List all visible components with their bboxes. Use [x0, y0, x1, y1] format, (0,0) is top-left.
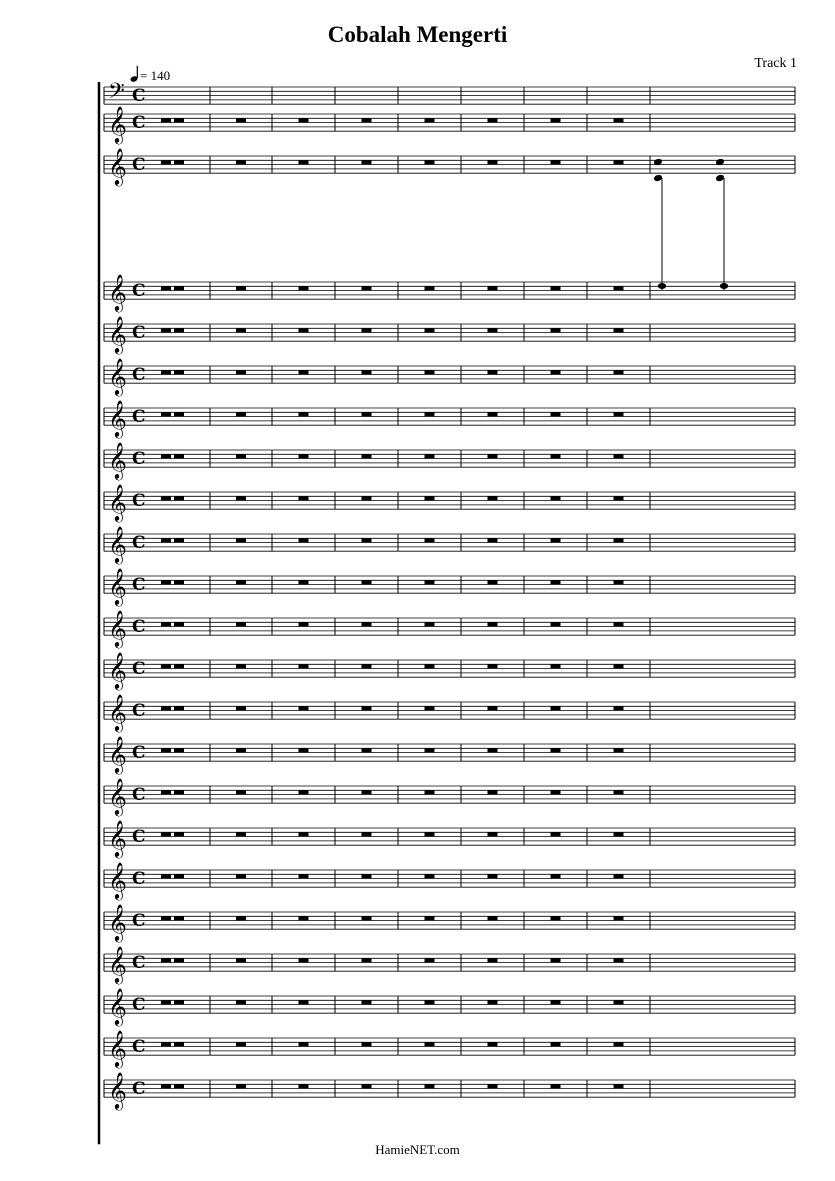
whole-rest: [236, 622, 246, 626]
whole-rest: [425, 286, 435, 290]
whole-rest: [161, 832, 171, 836]
whole-rest: [299, 748, 309, 752]
whole-rest: [174, 538, 184, 542]
staff-1: [104, 79, 795, 109]
staff-8: [104, 441, 795, 480]
whole-rest: [488, 874, 498, 878]
whole-rest: [174, 916, 184, 920]
whole-rest: [551, 160, 561, 164]
whole-rest: [161, 496, 171, 500]
whole-rest: [161, 664, 171, 668]
treble-clef-icon: 𝄞: [108, 1071, 127, 1110]
time-signature: C: [132, 85, 146, 106]
whole-rest: [425, 832, 435, 836]
whole-rest: [551, 706, 561, 710]
whole-rest: [488, 1084, 498, 1088]
whole-rest: [614, 790, 624, 794]
whole-rest: [551, 538, 561, 542]
note-head: [653, 174, 663, 183]
whole-rest: [488, 664, 498, 668]
whole-rest: [614, 580, 624, 584]
whole-rest: [362, 580, 372, 584]
whole-rest: [551, 958, 561, 962]
treble-clef-icon: 𝄞: [108, 273, 127, 312]
whole-rest: [161, 1084, 171, 1088]
whole-rest: [425, 1084, 435, 1088]
whole-rest: [362, 412, 372, 416]
whole-rest: [299, 916, 309, 920]
whole-rest: [488, 1000, 498, 1004]
whole-rest: [425, 706, 435, 710]
whole-rest: [362, 874, 372, 878]
whole-rest: [174, 286, 184, 290]
whole-rest: [236, 874, 246, 878]
whole-rest: [488, 538, 498, 542]
whole-rest: [299, 454, 309, 458]
treble-clef-icon: 𝄞: [108, 861, 127, 900]
whole-rest: [299, 580, 309, 584]
whole-rest: [614, 160, 624, 164]
whole-rest: [161, 538, 171, 542]
whole-rest: [614, 370, 624, 374]
whole-rest: [299, 790, 309, 794]
treble-clef-icon: 𝄞: [108, 357, 127, 396]
staff-5: [104, 315, 795, 354]
whole-rest: [614, 622, 624, 626]
whole-rest: [551, 412, 561, 416]
whole-rest: [614, 1000, 624, 1004]
treble-clef-icon: 𝄞: [108, 609, 127, 648]
whole-rest: [161, 916, 171, 920]
whole-rest: [551, 370, 561, 374]
whole-rest: [161, 1000, 171, 1004]
whole-rest: [236, 664, 246, 668]
whole-rest: [362, 496, 372, 500]
staff-3: [104, 147, 795, 186]
time-signature: C: [132, 742, 146, 763]
whole-rest: [551, 1042, 561, 1046]
whole-rest: [488, 1042, 498, 1046]
whole-rest: [488, 496, 498, 500]
whole-rest: [299, 286, 309, 290]
whole-rest: [236, 748, 246, 752]
note-head: [658, 283, 666, 289]
whole-rest: [425, 958, 435, 962]
whole-rest: [236, 412, 246, 416]
time-signature: C: [132, 910, 146, 931]
treble-clef-icon: 𝄞: [108, 651, 127, 690]
whole-rest: [362, 370, 372, 374]
treble-clef-icon: 𝄞: [108, 777, 127, 816]
staff-2: [104, 105, 795, 144]
whole-rest: [425, 790, 435, 794]
whole-rest: [551, 580, 561, 584]
note-head: [715, 174, 725, 183]
whole-rest: [299, 664, 309, 668]
whole-rest: [236, 706, 246, 710]
whole-rest: [174, 748, 184, 752]
whole-rest: [236, 160, 246, 164]
whole-rest: [174, 580, 184, 584]
whole-rest: [425, 454, 435, 458]
whole-rest: [161, 370, 171, 374]
whole-rest: [299, 412, 309, 416]
staff-13: [104, 651, 795, 690]
time-signature: C: [132, 868, 146, 889]
whole-rest: [551, 664, 561, 668]
time-signature: C: [132, 658, 146, 679]
whole-rest: [362, 1000, 372, 1004]
time-signature: C: [132, 532, 146, 553]
whole-rest: [488, 832, 498, 836]
whole-rest: [362, 916, 372, 920]
whole-rest: [174, 958, 184, 962]
staff-23: [104, 1071, 795, 1110]
whole-rest: [614, 706, 624, 710]
whole-rest: [488, 916, 498, 920]
time-signature: C: [132, 994, 146, 1015]
whole-rest: [174, 664, 184, 668]
whole-rest: [161, 118, 171, 122]
whole-rest: [551, 118, 561, 122]
treble-clef-icon: 𝄞: [108, 567, 127, 606]
time-signature: C: [132, 826, 146, 847]
whole-rest: [236, 286, 246, 290]
whole-rest: [174, 412, 184, 416]
tempo-text: = 140: [140, 68, 171, 83]
treble-clef-icon: 𝄞: [108, 105, 127, 144]
whole-rest: [551, 328, 561, 332]
whole-rest: [174, 1000, 184, 1004]
whole-rest: [174, 370, 184, 374]
whole-rest: [614, 1084, 624, 1088]
whole-rest: [551, 916, 561, 920]
whole-rest: [614, 286, 624, 290]
whole-rest: [299, 622, 309, 626]
whole-rest: [425, 916, 435, 920]
whole-rest: [174, 706, 184, 710]
whole-rest: [236, 370, 246, 374]
whole-rest: [425, 370, 435, 374]
whole-rest: [362, 454, 372, 458]
whole-rest: [362, 706, 372, 710]
whole-rest: [488, 118, 498, 122]
whole-rest: [425, 664, 435, 668]
whole-rest: [299, 370, 309, 374]
whole-rest: [425, 622, 435, 626]
whole-rest: [174, 622, 184, 626]
whole-rest: [425, 412, 435, 416]
whole-rest: [236, 832, 246, 836]
staff-11: [104, 567, 795, 606]
whole-rest: [236, 580, 246, 584]
whole-rest: [236, 496, 246, 500]
treble-clef-icon: 𝄞: [108, 483, 127, 522]
whole-rest: [425, 748, 435, 752]
whole-rest: [488, 286, 498, 290]
treble-clef-icon: 𝄞: [108, 399, 127, 438]
staff-15: [104, 735, 795, 774]
staff-19: [104, 903, 795, 942]
whole-rest: [174, 874, 184, 878]
time-signature: C: [132, 448, 146, 469]
time-signature: C: [132, 490, 146, 511]
whole-rest: [488, 580, 498, 584]
staff-18: [104, 861, 795, 900]
treble-clef-icon: 𝄞: [108, 315, 127, 354]
whole-rest: [299, 1084, 309, 1088]
staff-21: [104, 987, 795, 1026]
whole-rest: [488, 748, 498, 752]
whole-rest: [299, 496, 309, 500]
whole-rest: [614, 328, 624, 332]
track-label: Track 1: [754, 56, 797, 71]
whole-rest: [614, 496, 624, 500]
staff-10: [104, 525, 795, 564]
whole-rest: [174, 160, 184, 164]
whole-rest: [299, 328, 309, 332]
score-title: Cobalah Mengerti: [327, 22, 508, 47]
whole-rest: [551, 454, 561, 458]
treble-clef-icon: 𝄞: [108, 819, 127, 858]
treble-clef-icon: 𝄞: [108, 903, 127, 942]
staff-20: [104, 945, 795, 984]
note-head: [720, 283, 728, 289]
staff-9: [104, 483, 795, 522]
whole-rest: [551, 832, 561, 836]
whole-rest: [614, 412, 624, 416]
whole-rest: [236, 118, 246, 122]
time-signature: C: [132, 1078, 146, 1099]
time-signature: C: [132, 574, 146, 595]
whole-rest: [161, 874, 171, 878]
whole-rest: [299, 832, 309, 836]
whole-rest: [161, 580, 171, 584]
time-signature: C: [132, 322, 146, 343]
whole-rest: [551, 286, 561, 290]
whole-rest: [299, 538, 309, 542]
whole-rest: [614, 958, 624, 962]
whole-rest: [236, 538, 246, 542]
whole-rest: [425, 328, 435, 332]
whole-rest: [174, 496, 184, 500]
whole-rest: [161, 706, 171, 710]
whole-rest: [362, 1042, 372, 1046]
whole-rest: [488, 412, 498, 416]
whole-rest: [236, 1084, 246, 1088]
whole-rest: [614, 748, 624, 752]
whole-rest: [362, 622, 372, 626]
staff-14: [104, 693, 795, 732]
whole-rest: [551, 496, 561, 500]
whole-rest: [161, 412, 171, 416]
whole-rest: [161, 958, 171, 962]
whole-rest: [236, 328, 246, 332]
whole-rest: [362, 832, 372, 836]
whole-rest: [362, 958, 372, 962]
treble-clef-icon: 𝄞: [108, 945, 127, 984]
time-signature: C: [132, 952, 146, 973]
staff-17: [104, 819, 795, 858]
whole-rest: [362, 160, 372, 164]
whole-rest: [299, 958, 309, 962]
whole-rest: [488, 790, 498, 794]
staff-16: [104, 777, 795, 816]
whole-rest: [551, 622, 561, 626]
whole-rest: [299, 1000, 309, 1004]
whole-rest: [362, 286, 372, 290]
whole-rest: [614, 538, 624, 542]
treble-clef-icon: 𝄞: [108, 147, 127, 186]
whole-rest: [362, 1084, 372, 1088]
whole-rest: [174, 328, 184, 332]
time-signature: C: [132, 1036, 146, 1057]
whole-rest: [614, 664, 624, 668]
whole-rest: [362, 664, 372, 668]
whole-rest: [614, 1042, 624, 1046]
whole-rest: [614, 118, 624, 122]
staff-12: [104, 609, 795, 648]
whole-rest: [161, 160, 171, 164]
whole-rest: [362, 748, 372, 752]
whole-rest: [614, 832, 624, 836]
staff-4: [104, 273, 795, 312]
staff-22: [104, 1029, 795, 1068]
whole-rest: [425, 580, 435, 584]
whole-rest: [236, 790, 246, 794]
whole-rest: [362, 118, 372, 122]
whole-rest: [551, 1000, 561, 1004]
whole-rest: [362, 538, 372, 542]
whole-rest: [425, 1000, 435, 1004]
time-signature: C: [132, 364, 146, 385]
time-signature: C: [132, 154, 146, 175]
treble-clef-icon: 𝄞: [108, 735, 127, 774]
treble-clef-icon: 𝄞: [108, 441, 127, 480]
whole-rest: [161, 1042, 171, 1046]
whole-rest: [236, 916, 246, 920]
whole-rest: [551, 748, 561, 752]
whole-rest: [425, 118, 435, 122]
time-signature: C: [132, 112, 146, 133]
whole-rest: [174, 790, 184, 794]
whole-rest: [425, 160, 435, 164]
whole-rest: [174, 832, 184, 836]
whole-rest: [161, 622, 171, 626]
staff-6: [104, 357, 795, 396]
whole-rest: [174, 118, 184, 122]
treble-clef-icon: 𝄞: [108, 1029, 127, 1068]
bass-clef-icon: 𝄢: [108, 79, 125, 110]
whole-rest: [236, 958, 246, 962]
whole-rest: [299, 1042, 309, 1046]
whole-rest: [299, 160, 309, 164]
whole-rest: [425, 874, 435, 878]
whole-rest: [299, 706, 309, 710]
whole-rest: [362, 790, 372, 794]
treble-clef-icon: 𝄞: [108, 693, 127, 732]
treble-clef-icon: 𝄞: [108, 525, 127, 564]
whole-rest: [488, 370, 498, 374]
whole-rest: [236, 1000, 246, 1004]
whole-rest: [488, 328, 498, 332]
whole-rest: [174, 1084, 184, 1088]
time-signature: C: [132, 616, 146, 637]
whole-rest: [161, 454, 171, 458]
time-signature: C: [132, 784, 146, 805]
whole-rest: [425, 1042, 435, 1046]
whole-rest: [551, 1084, 561, 1088]
staff-7: [104, 399, 795, 438]
whole-rest: [174, 1042, 184, 1046]
whole-rest: [362, 328, 372, 332]
whole-rest: [236, 1042, 246, 1046]
whole-rest: [299, 874, 309, 878]
whole-rest: [161, 328, 171, 332]
time-signature: C: [132, 280, 146, 301]
footer-credit: HamieNET.com: [375, 1142, 460, 1157]
treble-clef-icon: 𝄞: [108, 987, 127, 1026]
whole-rest: [174, 454, 184, 458]
whole-rest: [161, 790, 171, 794]
whole-rest: [236, 454, 246, 458]
whole-rest: [488, 706, 498, 710]
time-signature: C: [132, 700, 146, 721]
whole-rest: [551, 790, 561, 794]
whole-rest: [488, 454, 498, 458]
whole-rest: [614, 874, 624, 878]
whole-rest: [488, 622, 498, 626]
whole-rest: [551, 874, 561, 878]
whole-rest: [425, 496, 435, 500]
whole-rest: [161, 286, 171, 290]
whole-rest: [488, 160, 498, 164]
whole-rest: [614, 454, 624, 458]
whole-rest: [488, 958, 498, 962]
whole-rest: [425, 538, 435, 542]
time-signature: C: [132, 406, 146, 427]
whole-rest: [614, 916, 624, 920]
whole-rest: [299, 118, 309, 122]
whole-rest: [161, 748, 171, 752]
